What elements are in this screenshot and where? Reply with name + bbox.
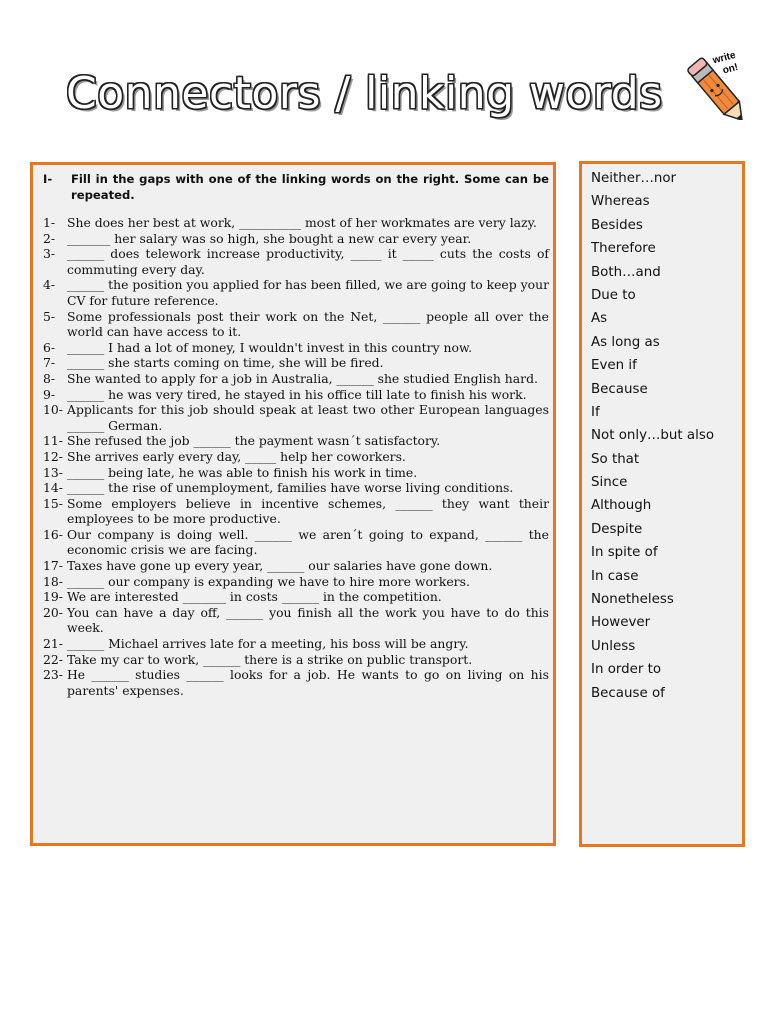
- exercise-item: [43, 574, 549, 590]
- linking-word: In order to: [591, 662, 662, 678]
- item-text: ______ does telework increase productivity, _____ it _____ cuts the costs of commuting every day.: [67, 246, 549, 277]
- exercise-item: [43, 309, 549, 340]
- exercise-item: [43, 340, 549, 356]
- linking-word: As: [591, 311, 608, 327]
- item-number: 12-: [43, 448, 63, 464]
- exercise-item: [43, 449, 549, 465]
- item-text: ______ our company is expanding we have to hire more workers.: [67, 573, 470, 589]
- exercise-item: [43, 215, 549, 231]
- logo-text-write: write: [711, 50, 737, 67]
- item-text: ______ she starts coming on time, she will be fired.: [67, 355, 384, 371]
- pencil-icon: [683, 50, 747, 120]
- item-number: 22-: [43, 651, 63, 667]
- item-number: 5-: [43, 308, 56, 324]
- exercise-item: [43, 465, 549, 481]
- linking-word: In case: [591, 568, 639, 584]
- linking-words-list: [591, 167, 714, 705]
- item-number: 8-: [43, 370, 56, 386]
- item-text: ______ he was very tired, he stayed in his office till late to finish his work.: [67, 386, 527, 402]
- item-text: She arrives early every day, _____ help her coworkers.: [67, 448, 406, 464]
- item-number: 11-: [43, 433, 63, 449]
- exercise-item: [43, 636, 549, 652]
- item-text: Some professionals post their work on the Net, ______ people all over the world can have access to it.: [67, 308, 549, 340]
- linking-word: Because: [591, 381, 648, 397]
- item-text: Our company is doing well. ______ we aren´t going to expand, ______ the economic crisis we are facing.: [67, 526, 549, 558]
- item-text: He ______ studies ______ looks for a job. He wants to go on living on his parents' expenses.: [67, 667, 549, 698]
- logo-text-on: on!: [721, 61, 740, 77]
- exercise-item: [43, 496, 549, 527]
- exercise-item: [43, 605, 549, 636]
- item-number: 23-: [43, 667, 63, 683]
- item-text: We are interested _______ in costs ______ in the competition.: [67, 589, 442, 605]
- item-number: 18-: [43, 573, 63, 589]
- linking-word: Because of: [591, 685, 665, 701]
- item-number: 1-: [43, 215, 56, 230]
- item-number: 17-: [43, 558, 63, 574]
- exercise-item: [43, 246, 549, 277]
- item-number: 4-: [43, 277, 56, 293]
- item-text: ______ being late, he was able to finish his work in time.: [67, 464, 418, 480]
- item-number: 9-: [43, 386, 56, 402]
- linking-word: If: [591, 404, 600, 420]
- item-text: She refused the job ______ the payment wasn´t satisfactory.: [67, 433, 441, 449]
- linking-word: So that: [591, 451, 640, 467]
- item-number: 10-: [43, 402, 63, 418]
- item-text: Take my car to work, ______ there is a strike on public transport.: [67, 651, 473, 667]
- instruction-text: Fill in the gaps with one of the linking words on the right. Some can be repeated.: [71, 172, 549, 202]
- exercise-item: [43, 667, 549, 698]
- linking-word: Both…and: [591, 264, 661, 280]
- exercise-instruction: [43, 171, 549, 203]
- item-number: 13-: [43, 464, 63, 480]
- exercise-item: [43, 589, 549, 605]
- item-number: 6-: [43, 339, 56, 355]
- item-text: ______ I had a lot of money, I wouldn't invest in this country now.: [67, 339, 473, 355]
- item-text: ______ the position you applied for has been filled, we are going to keep your CV for future reference.: [67, 277, 550, 308]
- exercise-item: [43, 558, 549, 574]
- item-text: She does her best at work, __________ most of her workmates are very lazy.: [67, 215, 537, 230]
- exercise-box: [30, 162, 556, 846]
- linking-word: Since: [591, 475, 628, 491]
- item-number: 7-: [43, 355, 56, 371]
- item-number: 16-: [43, 526, 63, 542]
- linking-word: Whereas: [591, 194, 650, 210]
- item-text: You can have a day off, ______ you finish all the work you have to do this week.: [67, 604, 549, 636]
- linking-word: Despite: [591, 521, 643, 537]
- linking-word: Even if: [591, 358, 637, 374]
- item-text: ______ Michael arrives late for a meeting, his boss will be angry.: [67, 636, 469, 652]
- linking-word: Due to: [591, 287, 636, 303]
- linking-word: Neither…nor: [591, 171, 677, 186]
- exercise-item: [43, 480, 549, 496]
- exercise-items: [43, 215, 549, 698]
- item-text: Taxes have gone up every year, ______ our salaries have gone down.: [67, 558, 493, 574]
- exercise-item: [43, 527, 549, 558]
- item-number: 19-: [43, 589, 63, 605]
- linking-word: Besides: [591, 217, 643, 233]
- item-number: 15-: [43, 495, 63, 511]
- exercise-item: [43, 652, 549, 668]
- exercise-item: [43, 277, 549, 308]
- linking-word: As long as: [591, 334, 660, 350]
- item-number: 14-: [43, 480, 63, 496]
- item-number: 2-: [43, 230, 56, 246]
- item-text: ______ the rise of unemployment, families have worse living conditions.: [67, 480, 514, 496]
- exercise-number: I-: [43, 172, 53, 186]
- item-text: She wanted to apply for a job in Australia, ______ she studied English hard.: [67, 370, 538, 386]
- linking-word: However: [591, 615, 651, 631]
- item-text: Applicants for this job should speak at least two other European languages ______ German.: [67, 402, 549, 433]
- exercise-item: [43, 402, 549, 433]
- linking-word: Unless: [591, 638, 636, 654]
- item-text: Some employers believe in incentive schemes, ______ they want their employees to be more productive.: [67, 495, 549, 527]
- exercise-item: [43, 371, 549, 387]
- linking-word: Nonetheless: [591, 592, 674, 608]
- page-title: Connectors / linking words: [66, 68, 663, 119]
- linking-word: In spite of: [591, 545, 658, 561]
- item-number: 3-: [43, 246, 56, 262]
- item-text: _______ her salary was so high, she bought a new car every year.: [67, 230, 472, 246]
- exercise-item: [43, 387, 549, 403]
- exercise-item: [43, 433, 549, 449]
- item-number: 21-: [43, 636, 63, 652]
- linking-word: Therefore: [591, 241, 656, 257]
- linking-word: Not only…but also: [591, 428, 715, 444]
- linking-words-box: [579, 161, 745, 847]
- item-number: 20-: [43, 604, 63, 620]
- exercise-item: [43, 231, 549, 247]
- linking-word: Although: [591, 498, 652, 514]
- exercise-item: [43, 355, 549, 371]
